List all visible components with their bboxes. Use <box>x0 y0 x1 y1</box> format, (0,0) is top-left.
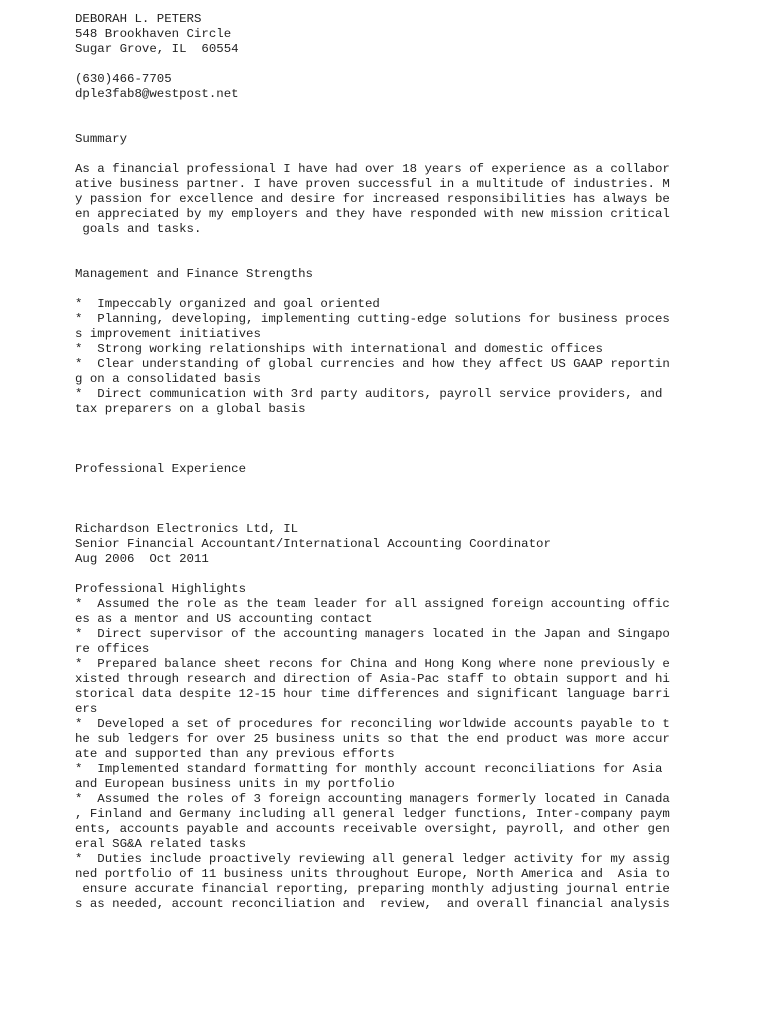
phone-number: (630)466-7705 <box>75 72 172 86</box>
email-address: dple3fab8@westpost.net <box>75 87 239 101</box>
employment-dates: Aug 2006 Oct 2011 <box>75 552 209 566</box>
highlight-line: es as a mentor and US accounting contact <box>75 612 373 626</box>
highlight-line: ned portfolio of 11 business units throughout Europe, North America and Asia to <box>75 867 670 881</box>
highlight-line: eral SG&A related tasks <box>75 837 247 851</box>
highlight-line: * Prepared balance sheet recons for China and Hong Kong where none previously e <box>75 657 670 671</box>
strength-line: tax preparers on a global basis <box>75 402 306 416</box>
summary-section <box>75 132 675 237</box>
candidate-name: DEBORAH L. PETERS <box>75 12 202 26</box>
highlight-line: * Assumed the roles of 3 foreign accounting managers formerly located in Canada <box>75 792 670 806</box>
strength-line: s improvement initiatives <box>75 327 261 341</box>
experience-heading: Professional Experience <box>75 462 247 476</box>
highlight-line: , Finland and Germany including all general ledger functions, Inter-company paym <box>75 807 670 821</box>
address-line-1: 548 Brookhaven Circle <box>75 27 232 41</box>
highlight-line: ents, accounts payable and accounts receivable oversight, payroll, and other gen <box>75 822 670 836</box>
strength-line: * Impeccably organized and goal oriented <box>75 297 380 311</box>
highlight-line: storical data despite 12-15 hour time differences and significant language barri <box>75 687 670 701</box>
summary-line: y passion for excellence and desire for increased responsibilities has always be <box>75 192 670 206</box>
resume-document <box>75 12 675 912</box>
strength-line: * Planning, developing, implementing cutting-edge solutions for business proces <box>75 312 670 326</box>
highlight-line: re offices <box>75 642 150 656</box>
highlight-line: xisted through research and direction of Asia-Pac staff to obtain support and hi <box>75 672 670 686</box>
highlight-line: * Direct supervisor of the accounting managers located in the Japan and Singapo <box>75 627 670 641</box>
highlight-line: ensure accurate financial reporting, preparing monthly adjusting journal entrie <box>75 882 670 896</box>
strength-line: * Direct communication with 3rd party auditors, payroll service providers, and <box>75 387 663 401</box>
contact-block <box>75 12 675 102</box>
highlight-line: * Assumed the role as the team leader for all assigned foreign accounting offic <box>75 597 670 611</box>
address-line-2: Sugar Grove, IL 60554 <box>75 42 239 56</box>
summary-line: goals and tasks. <box>75 222 202 236</box>
highlights-heading: Professional Highlights <box>75 582 247 596</box>
summary-line: ative business partner. I have proven successful in a multitude of industries. M <box>75 177 670 191</box>
strength-line: g on a consolidated basis <box>75 372 261 386</box>
experience-section <box>75 462 675 912</box>
highlight-line: * Implemented standard formatting for monthly account reconciliations for Asia <box>75 762 663 776</box>
company-name: Richardson Electronics Ltd, IL <box>75 522 299 536</box>
highlight-line: s as needed, account reconciliation and review, and overall financial analysis <box>75 897 670 911</box>
highlight-line: * Duties include proactively reviewing all general ledger activity for my assig <box>75 852 670 866</box>
strength-line: * Strong working relationships with international and domestic offices <box>75 342 603 356</box>
job-title: Senior Financial Accountant/International Accounting Coordinator <box>75 537 551 551</box>
summary-heading: Summary <box>75 132 128 146</box>
summary-line: en appreciated by my employers and they have responded with new mission critical <box>75 207 670 221</box>
summary-line: As a financial professional I have had over 18 years of experience as a collabor <box>75 162 670 176</box>
highlight-line: ers <box>75 702 98 716</box>
highlight-line: * Developed a set of procedures for reconciling worldwide accounts payable to t <box>75 717 670 731</box>
strengths-heading: Management and Finance Strengths <box>75 267 313 281</box>
strength-line: * Clear understanding of global currencies and how they affect US GAAP reportin <box>75 357 670 371</box>
highlight-line: and European business units in my portfolio <box>75 777 395 791</box>
highlight-line: ate and supported than any previous efforts <box>75 747 395 761</box>
strengths-section <box>75 267 675 417</box>
highlight-line: he sub ledgers for over 25 business units so that the end product was more accur <box>75 732 670 746</box>
